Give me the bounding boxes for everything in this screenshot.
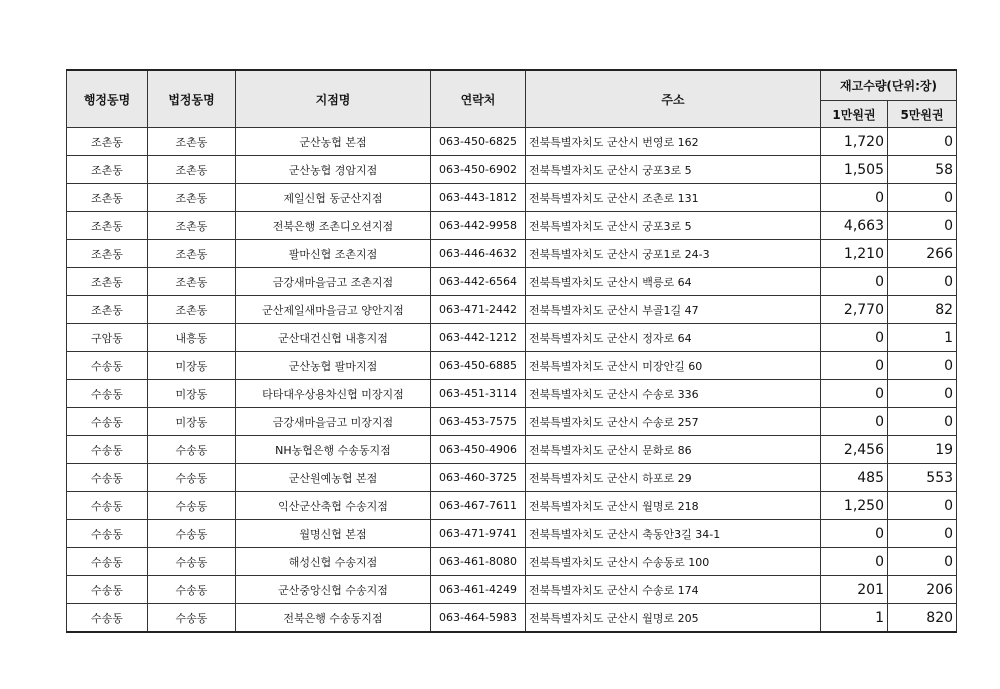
table-row bbox=[67, 184, 957, 212]
branch-name-cell: 군산중앙신협 수송지점 bbox=[236, 576, 431, 604]
legal-dong-cell: 미장동 bbox=[148, 408, 236, 436]
admin-dong-cell: 조촌동 bbox=[67, 212, 148, 240]
stock-10k-cell: 1,210 bbox=[821, 240, 888, 268]
admin-dong-cell: 수송동 bbox=[67, 548, 148, 576]
address-cell: 전북특별자치도 군산시 조촌로 131 bbox=[526, 184, 821, 212]
branch-name-cell: 익산군산축협 수송지점 bbox=[236, 492, 431, 520]
contact-cell: 063-467-7611 bbox=[431, 492, 526, 520]
contact-cell: 063-442-6564 bbox=[431, 268, 526, 296]
stock-50k-cell: 553 bbox=[888, 464, 957, 492]
address-cell: 전북특별자치도 군산시 수송로 336 bbox=[526, 380, 821, 408]
contact-cell: 063-446-4632 bbox=[431, 240, 526, 268]
branch-name-cell: 제일신협 동군산지점 bbox=[236, 184, 431, 212]
stock-50k-cell: 0 bbox=[888, 408, 957, 436]
address-cell: 전북특별자치도 군산시 수송로 257 bbox=[526, 408, 821, 436]
table-row bbox=[67, 492, 957, 520]
contact-cell: 063-450-6885 bbox=[431, 352, 526, 380]
stock-10k-cell: 0 bbox=[821, 268, 888, 296]
header-admin-dong: 행정동명 bbox=[67, 70, 148, 128]
stock-10k-cell: 485 bbox=[821, 464, 888, 492]
stock-10k-cell: 0 bbox=[821, 548, 888, 576]
header-stock-quantity: 재고수량(단위:장) bbox=[821, 70, 957, 101]
legal-dong-cell: 조촌동 bbox=[148, 212, 236, 240]
stock-10k-cell: 1,505 bbox=[821, 156, 888, 184]
admin-dong-cell: 수송동 bbox=[67, 380, 148, 408]
address-cell: 전북특별자치도 군산시 번영로 162 bbox=[526, 128, 821, 156]
admin-dong-cell: 수송동 bbox=[67, 520, 148, 548]
legal-dong-cell: 조촌동 bbox=[148, 156, 236, 184]
address-cell: 전북특별자치도 군산시 수송동로 100 bbox=[526, 548, 821, 576]
admin-dong-cell: 구암동 bbox=[67, 324, 148, 352]
header-legal-dong: 법정동명 bbox=[148, 70, 236, 128]
contact-cell: 063-442-9958 bbox=[431, 212, 526, 240]
stock-10k-cell: 0 bbox=[821, 380, 888, 408]
stock-50k-cell: 0 bbox=[888, 492, 957, 520]
address-cell: 전북특별자치도 군산시 미장안길 60 bbox=[526, 352, 821, 380]
table-row bbox=[67, 352, 957, 380]
admin-dong-cell: 수송동 bbox=[67, 576, 148, 604]
contact-cell: 063-450-6902 bbox=[431, 156, 526, 184]
branch-name-cell: 군산농협 본점 bbox=[236, 128, 431, 156]
stock-10k-cell: 1,250 bbox=[821, 492, 888, 520]
address-cell: 전북특별자치도 군산시 백릉로 64 bbox=[526, 268, 821, 296]
address-cell: 전북특별자치도 군산시 궁포3로 5 bbox=[526, 156, 821, 184]
stock-10k-cell: 0 bbox=[821, 520, 888, 548]
stock-50k-cell: 0 bbox=[888, 520, 957, 548]
table-row bbox=[67, 576, 957, 604]
stock-50k-cell: 1 bbox=[888, 324, 957, 352]
admin-dong-cell: 수송동 bbox=[67, 352, 148, 380]
admin-dong-cell: 수송동 bbox=[67, 436, 148, 464]
address-cell: 전북특별자치도 군산시 하포로 29 bbox=[526, 464, 821, 492]
branch-name-cell: 군산제일새마을금고 양안지점 bbox=[236, 296, 431, 324]
stock-10k-cell: 0 bbox=[821, 184, 888, 212]
legal-dong-cell: 조촌동 bbox=[148, 240, 236, 268]
address-cell: 전북특별자치도 군산시 수송로 174 bbox=[526, 576, 821, 604]
legal-dong-cell: 수송동 bbox=[148, 548, 236, 576]
address-cell: 전북특별자치도 군산시 부골1길 47 bbox=[526, 296, 821, 324]
table-row bbox=[67, 548, 957, 576]
legal-dong-cell: 미장동 bbox=[148, 352, 236, 380]
contact-cell: 063-443-1812 bbox=[431, 184, 526, 212]
address-cell: 전북특별자치도 군산시 정자로 64 bbox=[526, 324, 821, 352]
branch-name-cell: 월명신협 본점 bbox=[236, 520, 431, 548]
legal-dong-cell: 수송동 bbox=[148, 520, 236, 548]
legal-dong-cell: 수송동 bbox=[148, 464, 236, 492]
table-row bbox=[67, 520, 957, 548]
branch-name-cell: 금강새마을금고 미장지점 bbox=[236, 408, 431, 436]
address-cell: 전북특별자치도 군산시 월명로 205 bbox=[526, 604, 821, 633]
table-row bbox=[67, 380, 957, 408]
legal-dong-cell: 조촌동 bbox=[148, 184, 236, 212]
header-10k-won: 1만원권 bbox=[821, 101, 888, 128]
stock-10k-cell: 0 bbox=[821, 352, 888, 380]
table-row bbox=[67, 408, 957, 436]
stock-10k-cell: 2,770 bbox=[821, 296, 888, 324]
stock-50k-cell: 0 bbox=[888, 212, 957, 240]
contact-cell: 063-461-4249 bbox=[431, 576, 526, 604]
address-cell: 전북특별자치도 군산시 월명로 218 bbox=[526, 492, 821, 520]
table-row bbox=[67, 240, 957, 268]
branch-stock-table bbox=[66, 69, 957, 633]
stock-50k-cell: 820 bbox=[888, 604, 957, 633]
stock-50k-cell: 0 bbox=[888, 352, 957, 380]
branch-name-cell: 해성신협 수송지점 bbox=[236, 548, 431, 576]
stock-50k-cell: 58 bbox=[888, 156, 957, 184]
stock-10k-cell: 0 bbox=[821, 324, 888, 352]
table-row bbox=[67, 128, 957, 156]
branch-name-cell: 팔마신협 조촌지점 bbox=[236, 240, 431, 268]
table-row bbox=[67, 212, 957, 240]
branch-name-cell: 전북은행 조촌디오션지점 bbox=[236, 212, 431, 240]
table-row bbox=[67, 604, 957, 633]
admin-dong-cell: 조촌동 bbox=[67, 184, 148, 212]
table-row bbox=[67, 156, 957, 184]
stock-10k-cell: 0 bbox=[821, 408, 888, 436]
admin-dong-cell: 조촌동 bbox=[67, 296, 148, 324]
table-row bbox=[67, 296, 957, 324]
contact-cell: 063-450-6825 bbox=[431, 128, 526, 156]
table-header bbox=[67, 70, 957, 128]
stock-10k-cell: 2,456 bbox=[821, 436, 888, 464]
branch-name-cell: 군산원예농협 본점 bbox=[236, 464, 431, 492]
admin-dong-cell: 수송동 bbox=[67, 604, 148, 633]
legal-dong-cell: 수송동 bbox=[148, 576, 236, 604]
admin-dong-cell: 조촌동 bbox=[67, 240, 148, 268]
branch-name-cell: 금강새마을금고 조촌지점 bbox=[236, 268, 431, 296]
stock-50k-cell: 206 bbox=[888, 576, 957, 604]
stock-50k-cell: 0 bbox=[888, 548, 957, 576]
address-cell: 전북특별자치도 군산시 궁포3로 5 bbox=[526, 212, 821, 240]
address-cell: 전북특별자치도 군산시 궁포1로 24-3 bbox=[526, 240, 821, 268]
contact-cell: 063-471-9741 bbox=[431, 520, 526, 548]
table-row bbox=[67, 464, 957, 492]
stock-50k-cell: 0 bbox=[888, 184, 957, 212]
table-row bbox=[67, 268, 957, 296]
stock-50k-cell: 19 bbox=[888, 436, 957, 464]
legal-dong-cell: 수송동 bbox=[148, 604, 236, 633]
admin-dong-cell: 수송동 bbox=[67, 492, 148, 520]
stock-50k-cell: 82 bbox=[888, 296, 957, 324]
admin-dong-cell: 조촌동 bbox=[67, 268, 148, 296]
branch-name-cell: 군산농협 경암지점 bbox=[236, 156, 431, 184]
table-body bbox=[67, 128, 957, 633]
stock-10k-cell: 1,720 bbox=[821, 128, 888, 156]
contact-cell: 063-460-3725 bbox=[431, 464, 526, 492]
contact-cell: 063-461-8080 bbox=[431, 548, 526, 576]
legal-dong-cell: 조촌동 bbox=[148, 268, 236, 296]
stock-10k-cell: 1 bbox=[821, 604, 888, 633]
contact-cell: 063-464-5983 bbox=[431, 604, 526, 633]
branch-name-cell: 전북은행 수송동지점 bbox=[236, 604, 431, 633]
legal-dong-cell: 내흥동 bbox=[148, 324, 236, 352]
admin-dong-cell: 조촌동 bbox=[67, 128, 148, 156]
address-cell: 전북특별자치도 군산시 문화로 86 bbox=[526, 436, 821, 464]
legal-dong-cell: 미장동 bbox=[148, 380, 236, 408]
admin-dong-cell: 수송동 bbox=[67, 464, 148, 492]
header-contact: 연락처 bbox=[431, 70, 526, 128]
contact-cell: 063-450-4906 bbox=[431, 436, 526, 464]
legal-dong-cell: 수송동 bbox=[148, 492, 236, 520]
contact-cell: 063-471-2442 bbox=[431, 296, 526, 324]
contact-cell: 063-453-7575 bbox=[431, 408, 526, 436]
header-branch-name: 지점명 bbox=[236, 70, 431, 128]
branch-name-cell: 군산대건신협 내흥지점 bbox=[236, 324, 431, 352]
admin-dong-cell: 조촌동 bbox=[67, 156, 148, 184]
header-50k-won: 5만원권 bbox=[888, 101, 957, 128]
table-row bbox=[67, 436, 957, 464]
legal-dong-cell: 수송동 bbox=[148, 436, 236, 464]
stock-10k-cell: 201 bbox=[821, 576, 888, 604]
admin-dong-cell: 수송동 bbox=[67, 408, 148, 436]
legal-dong-cell: 조촌동 bbox=[148, 296, 236, 324]
branch-name-cell: 군산농협 팔마지점 bbox=[236, 352, 431, 380]
stock-50k-cell: 266 bbox=[888, 240, 957, 268]
stock-10k-cell: 4,663 bbox=[821, 212, 888, 240]
legal-dong-cell: 조촌동 bbox=[148, 128, 236, 156]
address-cell: 전북특별자치도 군산시 축동안3길 34-1 bbox=[526, 520, 821, 548]
contact-cell: 063-451-3114 bbox=[431, 380, 526, 408]
stock-50k-cell: 0 bbox=[888, 128, 957, 156]
stock-50k-cell: 0 bbox=[888, 268, 957, 296]
stock-50k-cell: 0 bbox=[888, 380, 957, 408]
branch-name-cell: 타타대우상용차신협 미장지점 bbox=[236, 380, 431, 408]
branch-name-cell: NH농협은행 수송동지점 bbox=[236, 436, 431, 464]
table-row bbox=[67, 324, 957, 352]
contact-cell: 063-442-1212 bbox=[431, 324, 526, 352]
header-address: 주소 bbox=[526, 70, 821, 128]
